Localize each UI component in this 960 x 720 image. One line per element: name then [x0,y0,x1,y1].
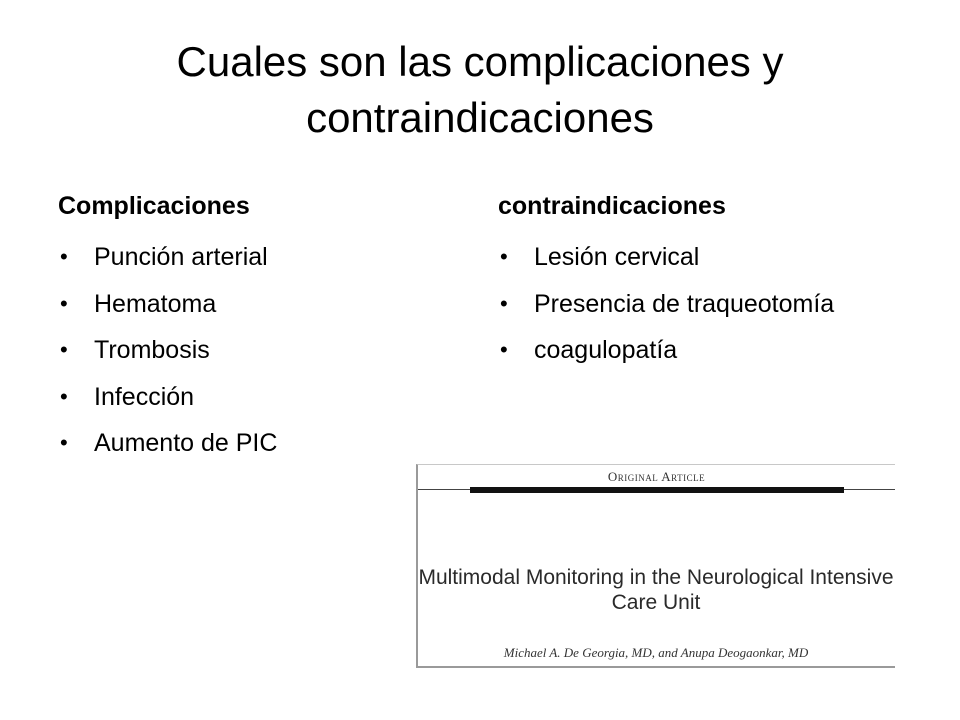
list-item [58,374,458,421]
complications-list [58,234,458,467]
list-item-label: Lesión cervical [534,243,700,271]
bullet-icon: • [500,244,508,269]
list-item [58,281,458,328]
list-item-label: Aumento de PIC [94,429,278,457]
bullet-icon: • [60,383,68,409]
complications-column [58,186,458,467]
bullet-icon: • [500,337,508,362]
article-title: Multimodal Monitoring in the Neurological Intensive Care Unit [418,566,894,614]
article-rule-bar [470,487,844,493]
bullet-icon: • [60,290,68,316]
bullet-icon: • [60,337,68,362]
list-item [498,327,918,374]
list-item-label: Trombosis [94,336,210,364]
bullet-icon: • [60,244,68,269]
list-item [498,234,918,281]
list-item-label: Presencia de traqueotomía [534,289,835,318]
article-type-label: Original Article [607,469,706,484]
contraindications-heading: contraindicaciones [498,192,726,220]
list-item-label: Punción arterial [94,243,268,271]
list-item [58,420,458,467]
slide-title: Cuales son las complicaciones y contraindicaciones [176,38,784,141]
bullet-icon: • [500,290,508,316]
list-item [58,327,458,374]
list-item [58,234,458,281]
list-item-label: coagulopatía [534,336,678,364]
contraindications-column [498,186,918,374]
article-authors: Michael A. De Georgia, MD, and Anupa Deogaonkar, MD [503,645,809,660]
complications-heading: Complicaciones [58,192,250,220]
list-item [498,281,918,328]
contraindications-list [498,234,918,374]
bullet-icon: • [60,430,68,455]
list-item-label: Infección [94,382,195,411]
list-item-label: Hematoma [94,289,217,318]
article-header-image [416,464,895,668]
